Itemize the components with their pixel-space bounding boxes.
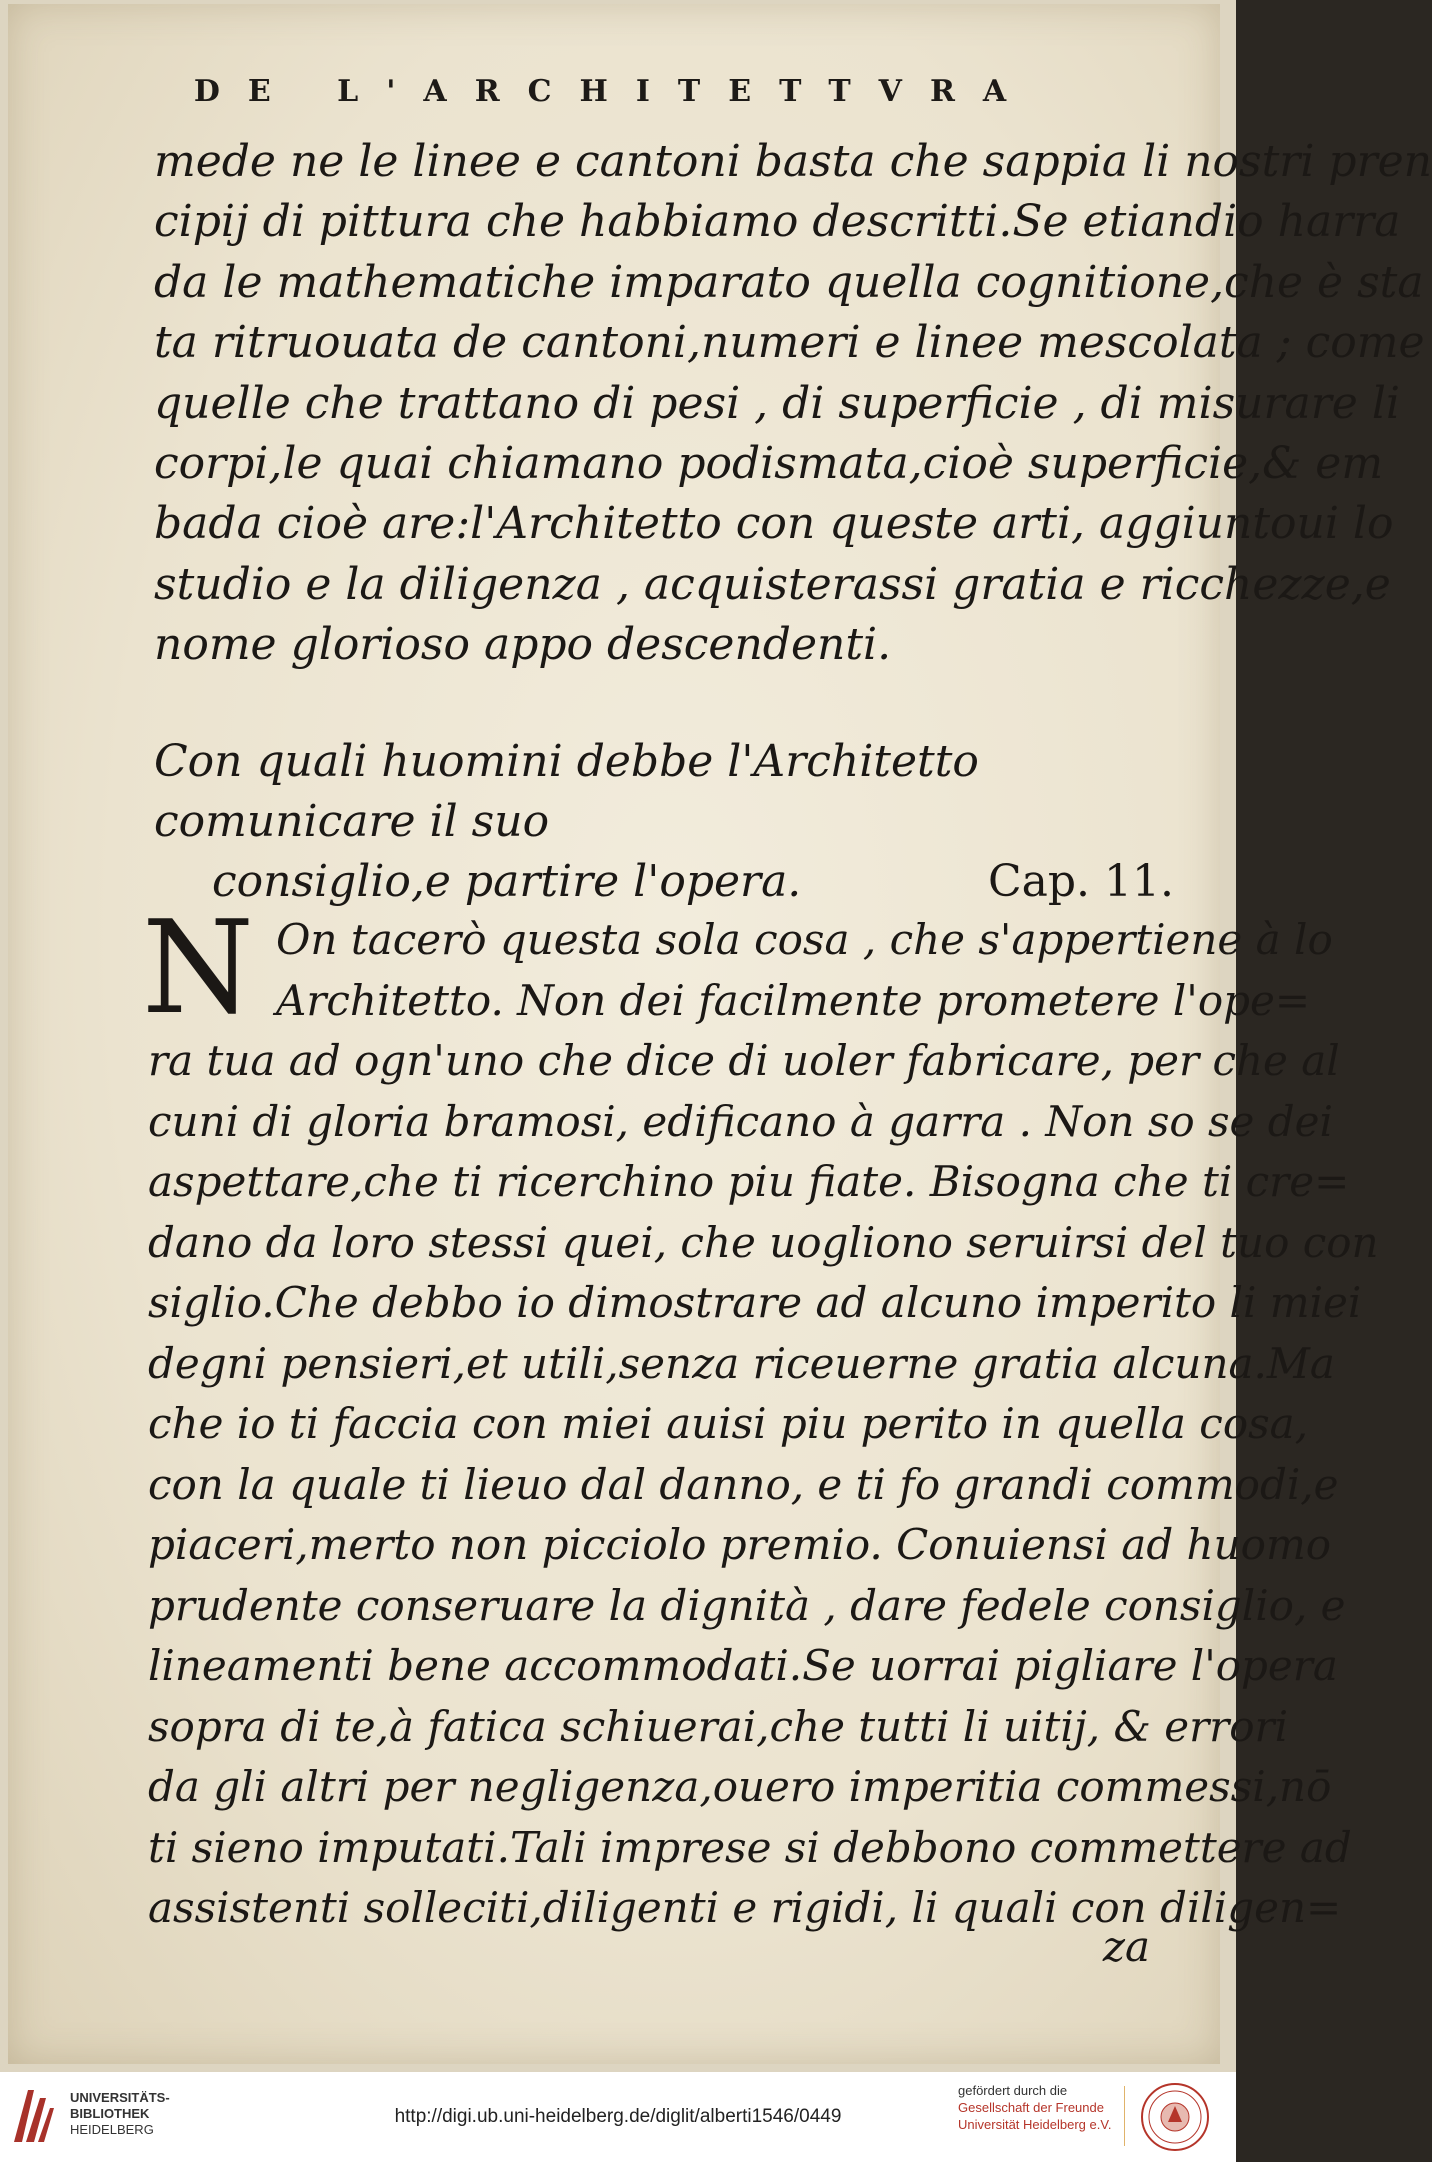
library-name-line: HEIDELBERG xyxy=(70,2122,154,2137)
text-line: che io ti faccia con miei auisi piu perito in quella cosa, xyxy=(148,1399,1309,1448)
catchword: za xyxy=(1102,1922,1150,1971)
permalink-url[interactable]: http://digi.ub.uni-heidelberg.de/diglit/alberti1546/0449 xyxy=(394,2106,842,2127)
paragraph-1 xyxy=(154,132,1432,676)
text-line: ra tua ad ogn'uno che dice di uoler fabricare, per che al xyxy=(148,1036,1340,1085)
text-line: bada cioè are:l'Architetto con queste arti, aggiuntoui lo xyxy=(154,498,1394,550)
library-name-line: BIBLIOTHEK xyxy=(70,2106,150,2121)
text-line: cipij di pittura che habbiamo descritti.Se etiandio harra xyxy=(154,196,1401,248)
text-line: cuni di gloria bramosi, edificano à garra . Non so se dei xyxy=(148,1096,1333,1146)
sponsor-name: Gesellschaft der Freunde xyxy=(958,2100,1104,2115)
text-line: da gli altri per negligenza,ouero imperitia commessi,nō xyxy=(148,1762,1332,1811)
chapter-title-line-1: Con quali huomini debbe l'Architetto comunicare il suo xyxy=(154,736,979,847)
text-line: ta ritruouata de cantoni,numeri e linee mescolata ; come xyxy=(154,317,1425,369)
text-line: sopra di te,à fatica schiuerai,che tutti li uitij, & errori xyxy=(148,1701,1289,1751)
footer-divider xyxy=(1124,2086,1125,2146)
chapter-title-line-2: consiglio,e partire l'opera. xyxy=(212,856,802,907)
text-line: con la quale ti lieuo dal danno, e ti fo grandi commodi,e xyxy=(148,1459,1339,1509)
text-line: corpi,le quai chiamano podismata,cioè superficie,& em xyxy=(154,438,1384,490)
sponsor-credit xyxy=(958,2082,1118,2133)
text-line: nome glorioso appo descendenti. xyxy=(154,619,892,671)
text-line: lineamenti bene accommodati.Se uorrai pigliare l'opera xyxy=(148,1641,1338,1690)
library-name-line: UNIVERSITÄTS- xyxy=(70,2090,170,2105)
paragraph-2 xyxy=(142,894,1379,1939)
sponsor-intro: gefördert durch die xyxy=(958,2083,1068,2098)
text-line: dano da loro stessi quei, che uogliono seruirsi del tuo con xyxy=(148,1217,1379,1267)
text-line: siglio.Che debbo io dimostrare ad alcuno imperito li miei xyxy=(148,1278,1362,1327)
text-line: quelle che trattano di pesi , di superficie , di misurare li xyxy=(154,377,1400,429)
chapter-title-line-2-row xyxy=(154,852,1174,912)
text-line: studio e la diligenza , acquisterassi gratia e ricchezze,e xyxy=(154,558,1391,610)
text-line: aspettare,che ti ricerchino piu fiate. Bisogna che ti cre= xyxy=(148,1157,1350,1206)
drop-cap: N xyxy=(142,894,254,1043)
university-seal-icon xyxy=(1140,2082,1210,2152)
text-line: assistenti solleciti,diligenti e rigidi, li quali con diligen= xyxy=(148,1883,1342,1932)
book-page xyxy=(8,4,1432,2064)
text-line: On tacerò questa sola cosa , che s'appertiene à lo xyxy=(276,915,1333,964)
text-line: mede ne le linee e cantoni basta che sappia li nostri pren xyxy=(154,136,1432,187)
text-line: Architetto. Non dei facilmente prometere l'ope= xyxy=(276,975,1311,1025)
chapter-number: Cap. 11. xyxy=(987,856,1174,907)
text-line: ti sieno imputati.Tali imprese si debbono commettere ad xyxy=(148,1822,1352,1872)
running-head: DE L'ARCHITETTVRA xyxy=(193,74,1035,109)
text-line: degni pensieri,et utili,senza riceuerne gratia alcuna.Ma xyxy=(148,1338,1335,1388)
text-line: piaceri,merto non picciolo premio. Conuiensi ad huomo xyxy=(148,1520,1332,1569)
chapter-heading xyxy=(154,732,1174,912)
footer-bar xyxy=(0,2072,1236,2162)
sponsor-name: Universität Heidelberg e.V. xyxy=(958,2117,1112,2132)
text-line: da le mathematiche imparato quella cognitione,che è sta xyxy=(154,256,1424,308)
text-line: prudente conseruare la dignità , dare fedele consiglio, e xyxy=(148,1580,1346,1630)
